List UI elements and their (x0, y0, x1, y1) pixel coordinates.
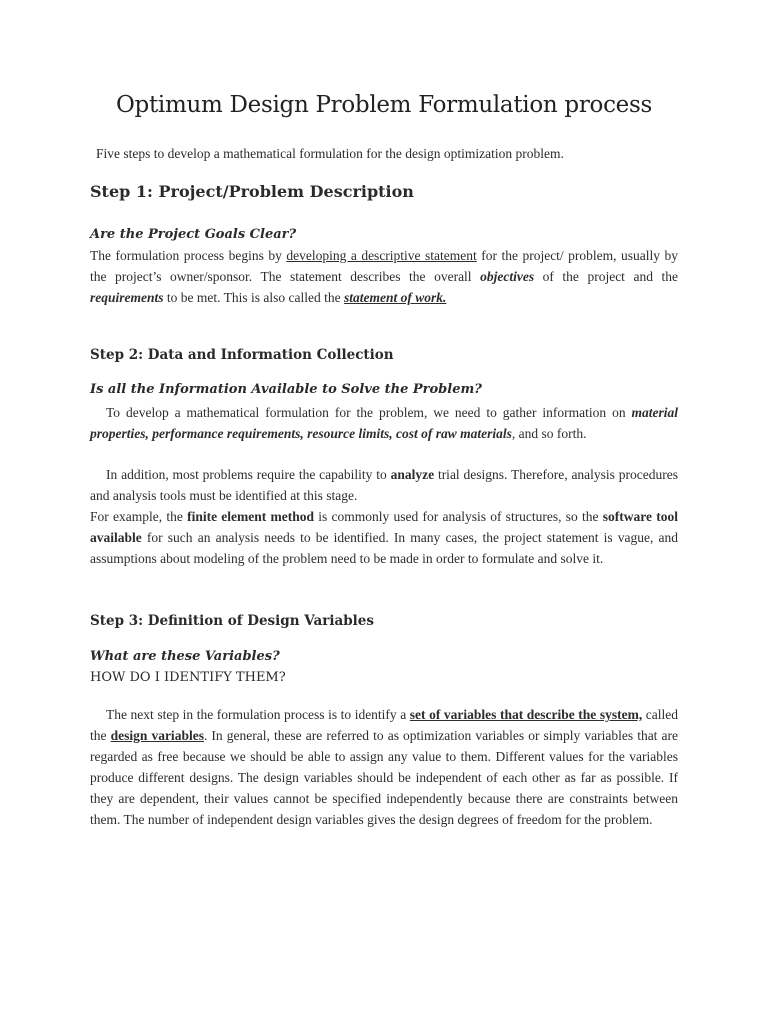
emphasis-statement-of-work: statement of work. (343, 290, 447, 305)
underlined-phrase: developing a descriptive statement (286, 248, 477, 263)
step3-heading: Step 3: Definition of Design Variables (90, 613, 374, 629)
step2-paragraph-1: To develop a mathematical formulation for the problem, we need to gather information on material properties, performance requirements, resource limits, cost of raw materials, and so forth. (90, 405, 678, 441)
step1-question: Are the Project Goals Clear? (90, 227, 297, 242)
step2-paragraph-2: In addition, most problems require the capability to analyze trial designs. Therefore, analysis procedures and analysis tools must be identified at this stage. (90, 467, 678, 503)
step3-question-2: HOW DO I IDENTIFY THEM? (90, 670, 286, 685)
intro-text: Five steps to develop a mathematical formulation for the design optimization problem. (96, 146, 564, 161)
step1-paragraph: The formulation process begins by developing a descriptive statement for the project/ problem, usually by the project’s owner/sponsor. The statement describes the overall objectives of the project and the requirements to be met. This is also called the statement of work. (90, 248, 678, 305)
step2-question: Is all the Information Available to Solve the Problem? (90, 382, 482, 397)
step2-heading: Step 2: Data and Information Collection (90, 347, 394, 363)
step1-heading: Step 1: Project/Problem Description (90, 182, 414, 201)
step2-paragraph-3: For example, the finite element method is commonly used for analysis of structures, so the software tool available for such an analysis needs to be identified. In many cases, the project statement is vague, and assumptions about modeling of the problem need to be made in order to formulate and solve it. (90, 509, 678, 566)
emphasis-set-of-variables: set of variables that describe the system, (409, 707, 643, 722)
emphasis-requirements: requirements (90, 290, 164, 305)
emphasis-list: material properties, performance requirements, resource limits, cost of raw materials (90, 405, 678, 441)
step3-paragraph: The next step in the formulation process is to identify a set of variables that describe the system, called the design variables. In general, these are referred to as optimization variables or simply variables that are regarded as free because we should be able to assign any value to them. Different values for the variables produce different designs. The design variables should be independent of each other as far as possible. If they are dependent, their values cannot be specified independently because there are constraints between them. The number of independent design variables gives the design degrees of freedom for the problem. (90, 707, 679, 827)
emphasis-fem: finite element method (187, 509, 315, 524)
page-title: Optimum Design Problem Formulation process (116, 92, 652, 118)
emphasis-software: software tool available (90, 509, 678, 545)
step3-question: What are these Variables? (90, 649, 280, 664)
emphasis-analyze: analyze (390, 467, 435, 482)
emphasis-design-variables: design variables (110, 728, 204, 743)
emphasis-objectives: objectives (480, 269, 535, 284)
